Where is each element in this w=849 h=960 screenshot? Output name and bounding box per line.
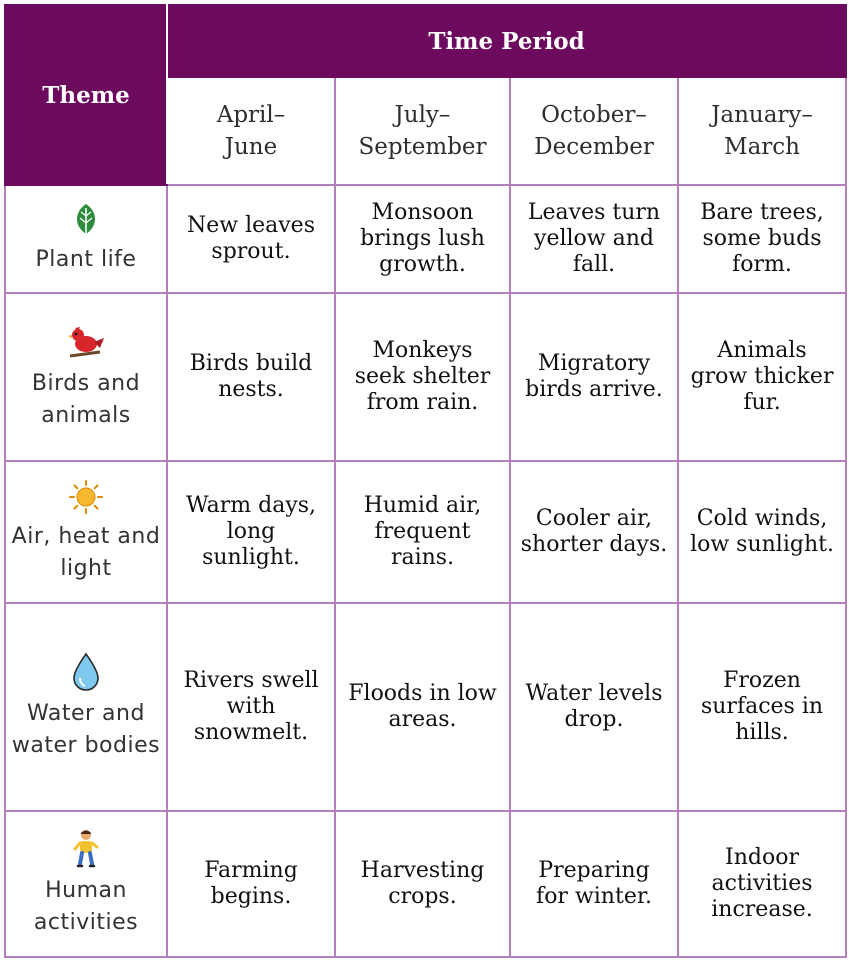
table-cell: Rivers swell with snowmelt.	[167, 603, 335, 811]
water-drop-icon	[70, 652, 102, 692]
table-cell: Leaves turn yellow and fall.	[510, 185, 678, 293]
person-icon	[71, 829, 101, 869]
theme-cell: Human activities	[5, 811, 167, 957]
period-header: October– December	[510, 77, 678, 185]
table-cell: Bare trees, some buds form.	[678, 185, 846, 293]
table-cell: Indoor activities increase.	[678, 811, 846, 957]
table-cell: Birds build nests.	[167, 293, 335, 461]
table-cell: Cooler air, shorter days.	[510, 461, 678, 603]
table-cell: Monkeys seek shelter from rain.	[335, 293, 510, 461]
period-header: April– June	[167, 77, 335, 185]
table-cell: Water levels drop.	[510, 603, 678, 811]
table-cell: Cold winds, low sunlight.	[678, 461, 846, 603]
table-cell: New leaves sprout.	[167, 185, 335, 293]
table-cell: Preparing for winter.	[510, 811, 678, 957]
theme-header: Theme	[5, 5, 167, 185]
table-row	[5, 811, 846, 957]
table-cell: Floods in low areas.	[335, 603, 510, 811]
table-row	[5, 185, 846, 293]
table-cell: Harvesting crops.	[335, 811, 510, 957]
theme-cell: Plant life	[5, 185, 167, 293]
table-row	[5, 461, 846, 603]
leaf-icon	[73, 202, 99, 238]
period-header: January– March	[678, 77, 846, 185]
period-header: July– September	[335, 77, 510, 185]
table-row	[5, 293, 846, 461]
bird-icon	[66, 322, 106, 362]
theme-cell: Birds and animals	[5, 293, 167, 461]
sun-icon	[68, 479, 104, 515]
seasons-table	[4, 4, 847, 958]
table-cell: Animals grow thicker fur.	[678, 293, 846, 461]
theme-cell: Water and water bodies	[5, 603, 167, 811]
table-cell: Humid air, frequent rains.	[335, 461, 510, 603]
table-cell: Monsoon brings lush growth.	[335, 185, 510, 293]
table-cell: Frozen surfaces in hills.	[678, 603, 846, 811]
table-cell: Warm days, long sunlight.	[167, 461, 335, 603]
table-row	[5, 603, 846, 811]
table-cell: Farming begins.	[167, 811, 335, 957]
time-period-header: Time Period	[167, 5, 846, 77]
theme-cell: Air, heat and light	[5, 461, 167, 603]
table-cell: Migratory birds arrive.	[510, 293, 678, 461]
